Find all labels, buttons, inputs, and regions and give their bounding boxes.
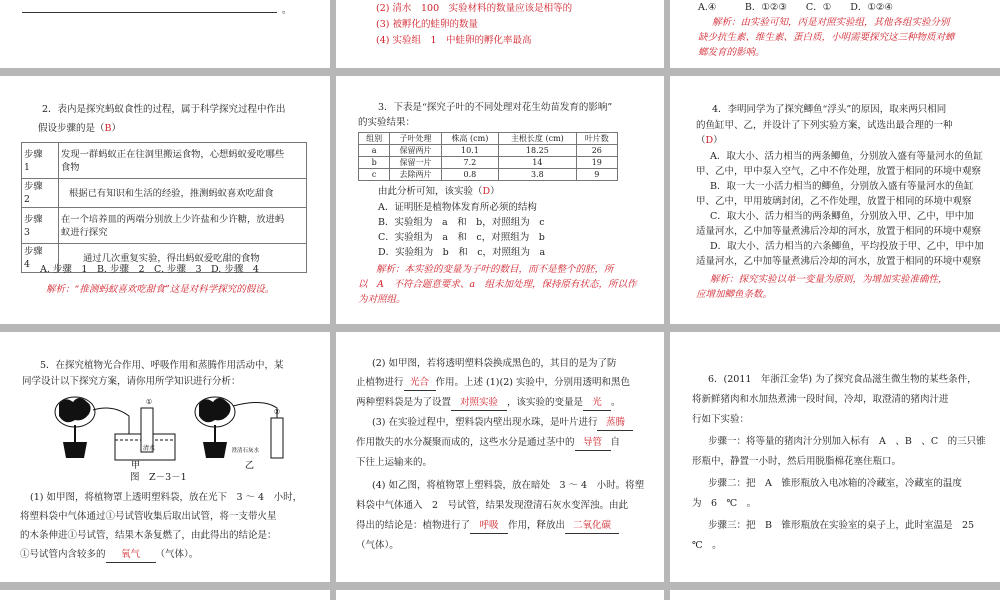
step-1-line-1: 步骤一：将等量的猪肉汁分别加入标有 A 、B 、C 的三只锥 [708,436,986,447]
question-5-line-2: 同学设计以下探究方案，请你用所学知识进行分析： [22,376,241,387]
header-cell: 组别 [359,133,390,145]
explanation-line-3: 螂发育的影响。 [698,47,765,58]
plant-dark-icon [195,397,235,458]
table-row [359,169,618,181]
option-a: A．证明胚是植物体发育所必须的结构 [378,202,537,213]
table-row [359,157,618,169]
option-b: B．实验组为 a 和 b，对照组为 c [378,217,545,228]
table-cell: 26 [576,145,617,157]
table-row [359,145,618,157]
results-table [358,132,618,181]
option-d-line-1: D．取大小、活力相当的六条鲫鱼，平均投放于甲、乙中，甲中加 [710,241,984,252]
question-6-line-2: 将新鲜猪肉和水加热煮沸一段时间，冷却，取澄清的猪肉汁进 [692,394,949,405]
explanation-line-2: 应增加鲫鱼条数。 [696,289,773,300]
step-3-line-2: ℃ 。 [692,540,722,551]
explanation-line-2: 缺少抗生素、维生素、蛋白质，小明需要探究这三种物质对蟑 [698,32,955,43]
step-text: 发现一群蚂蚁正在往洞里搬运食物，心想蚂蚁爱吃哪些 食物 [59,143,307,179]
line-7: (4) 如乙图，将植物罩上塑料袋，放在暗处 3 ～ 4 小时。将塑 [372,480,645,491]
sub-question-1-line-4: ①号试管内含较多的 氧气 （气体）。 [20,547,198,563]
table-cell: 10.1 [441,145,498,157]
step-3-line-1: 步骤三：把 B 锥形瓶放在实验室的桌子上，此时室温是 25 [708,520,975,531]
option-c-line-2: 适量河水，乙中加等量煮沸后冷却的河水，放置于相同的环境中观察 [696,226,982,237]
step-text: 通过几次重复实验，得出蚂蚁爱吃甜的食物 [59,244,307,273]
answer-blank: 氧气 [106,547,156,563]
question-3-line-1: 3．下表是“探究子叶的不同处理对花生幼苗发育的影响” [378,102,613,113]
figure-label-jia: 甲 [131,461,141,470]
line-10: （气体）。 [356,540,399,551]
table-cell: 保留两片 [390,145,441,157]
answer-blank: 光 [583,395,611,411]
step-label: 步骤 1 [22,143,59,179]
page-thumb-q6[interactable] [670,332,1000,582]
header-cell: 主根长度 (cm) [499,133,577,145]
table-cell: c [359,169,390,181]
question-4-line-1: 4．李明同学为了探究鲫鱼“浮头”的原因，取来两只相同 [712,104,947,115]
table-row [22,143,307,179]
table-cell: 0.8 [441,169,498,181]
sub-question-1-line-3: 的木条伸进①号试管，结果木条复燃了，由此得出的结论是： [20,530,277,541]
header-cell: 叶片数 [576,133,617,145]
explanation-line-3: 为对照组。 [358,294,406,305]
question-6-line-1: 6．(2011 年浙江金华) 为了探究食品滋生微生物的某些条件， [708,374,977,385]
option-a-line-2: 甲、乙中，甲中泵入空气，乙中不作处理，放置于相同的环境中观察 [696,166,982,177]
figure-caption: 图 Z－3－1 [130,472,187,483]
question-5-line-1: 5．在探究植物光合作用、呼吸作用和蒸腾作用活动中，某 [40,360,284,371]
step-label: 步骤 4 [22,244,59,273]
figure-label-yi: 乙 [245,461,255,470]
step-label: 步骤 3 [22,208,59,244]
option-c-line-1: C．取大小、活力相当的两条鲫鱼，分别放入甲、乙中，甲中加 [710,211,974,222]
table-row [22,179,307,208]
table-cell: 保留一片 [390,157,441,169]
page-thumb-q5-cont[interactable] [336,332,664,582]
explanation-line-1: 解析：由实验可知，丙是对照实验组，其他各组实验分别 [712,17,950,28]
question-4-line-2: 的鱼缸甲、乙，并设计了下列实验方案，试选出最合理的一种 [696,120,953,131]
explanation-line-1: 解析：本实验的变量为子叶的数目，而不是整个的胚，所 [376,264,614,275]
step-text: 在一个培养皿的两端分别放上少许盐和少许糖，放进蚂 蚁进行探究 [59,208,307,244]
table-cell: 7.2 [441,157,498,169]
water-trough-icon [115,398,175,460]
page-thumb-row4-3[interactable] [670,590,1000,600]
answer-mark: B [104,123,112,134]
steps-table [21,142,307,273]
options-line: A.④ B．①②③ C．① D．①②④ [698,2,893,13]
answer-blank: 光合 [404,375,436,391]
question-6-line-3: 行如下实验： [692,414,750,425]
page-thumb-1[interactable] [0,0,330,68]
page-thumb-q3[interactable] [336,76,664,324]
question-2-explanation: 解析：“推测蚂蚁喜欢吃甜食”这是对科学探究的假设。 [46,284,275,295]
sub-question-1-line-1: (1) 如甲图，将植物罩上透明塑料袋，放在光下 3 ～ 4 小时， [30,492,303,503]
header-cell: 株高 (cm) [441,133,498,145]
question-2-line-1: 2．表内是探究蚂蚁食性的过程，属于科学探究过程中作出 [42,104,286,115]
step-text: 根据已有知识和生活的经验，推测蚂蚁喜欢吃甜食 [59,179,307,208]
question-3-line-2: 的实验结果： [358,117,416,128]
table-row [22,208,307,244]
option-d-line-2: 适量河水，乙中加等量煮沸后冷却的河水，放置于相同的环境中观察 [696,256,982,267]
explanation-line-1: 解析：探究实验以单一变量为原则，为增加实验准确性， [710,274,948,285]
svg-text:②: ② [273,408,281,416]
page-thumb-2[interactable] [336,0,664,68]
option-c: C．实验组为 a 和 c，对照组为 b [378,232,545,243]
table-cell: 9 [576,169,617,181]
table-header-row [359,133,618,145]
answer-blank-line [22,12,277,13]
header-cell: 子叶处理 [390,133,441,145]
table-cell: 去除两片 [390,169,441,181]
answer-line-1: (2) 清水 100 实验材料的数量应该是相等的 [376,3,573,14]
line-2: 止植物进行 光合 作用。上述 (1)(2) 实验中，分别用透明和黑色 [356,375,630,391]
question-2-line-2: 假设步骤的是（B） [38,123,122,134]
table-cell: 14 [499,157,577,169]
line-1: (2) 如甲图，若将透明塑料袋换成黑色的，其目的是为了防 [372,358,617,369]
option-b-line-2: 甲、乙中，甲用玻璃封闭，乙不作处理，放置于相同的环境中观察 [696,196,972,207]
line-5: 作用散失的水分凝聚而成的，这些水分是通过茎中的 导管 自 [356,435,620,451]
svg-text:清水: 清水 [142,445,156,452]
table-cell: 18.25 [499,145,577,157]
answer-blank: 二氧化碳 [565,518,619,534]
table-cell: b [359,157,390,169]
option-a-line-1: A．取大小、活力相当的两条鲫鱼，分别放入盛有等量河水的鱼缸 [710,151,983,162]
answer-blank: 呼吸 [470,518,508,534]
table-cell: 19 [576,157,617,169]
answer-mark: D [482,186,491,197]
svg-text:①: ① [145,398,153,406]
line-6: 下往上运输来的。 [356,457,433,468]
question-3-stem: 由此分析可知，该实验（D） [378,186,500,197]
question-2-options: A. 步骤 1 B. 步骤 2 C. 步骤 3 D. 步骤 4 [40,264,259,275]
option-b-line-1: B．取一大一小活力相当的鲫鱼，分别放入盛有等量河水的鱼缸 [710,181,974,192]
page-thumb-row4-1[interactable] [0,590,330,600]
line-9: 得出的结论是：植物进行了 呼吸 作用，释放出 二氧化碳 [356,518,619,534]
limewater-tube-icon [231,408,283,458]
question-4-answer: （D） [696,135,723,146]
line-8: 料袋中气体通入 2 号试管，结果发现澄清石灰水变浑浊。由此 [356,500,629,511]
explanation-line-2: 以 A 不符合题意要求、a 组未加处理，保持原有状态，所以作 [358,279,637,290]
plant-in-bag-icon [55,397,95,458]
experiment-figure [45,390,305,470]
step-2-line-1: 步骤二：把 A 锥形瓶放入电冰箱的冷藏室，冷藏室的温度 [708,478,962,489]
svg-text:澄清石灰水: 澄清石灰水 [231,448,259,454]
step-label: 步骤 2 [22,179,59,208]
step-1-line-2: 形瓶中，静置一小时，然后用脱脂棉花塞住瓶口。 [692,456,902,467]
answer-line-2: (3) 被孵化的蛙卵的数量 [376,19,478,30]
page-thumb-3[interactable] [670,0,1000,68]
answer-blank: 导管 [575,435,611,451]
answer-mark: D [705,135,714,146]
page-thumb-row4-2[interactable] [336,590,664,600]
line-3: 两种塑料袋是为了设置 对照实验 ，该实验的变量是 光 。 [356,395,621,411]
step-2-line-2: 为 6 ℃ 。 [692,498,757,509]
sub-question-1-line-2: 将塑料袋中气体通过①号试管收集后取出试管，将一支带火星 [20,511,277,522]
answer-line-3: (4) 实验组 1 中蛙卵的孵化率最高 [376,35,532,46]
option-d: D．实验组为 b 和 c，对照组为 a [378,247,546,258]
page-thumb-q4[interactable] [670,76,1000,324]
answer-blank: 蒸腾 [597,415,633,431]
page-thumb-q2[interactable] [0,76,330,324]
table-cell: 3.8 [499,169,577,181]
page-thumb-q5[interactable] [0,332,330,582]
answer-blank: 对照实验 [451,395,507,411]
line-4: (3) 在实验过程中，塑料袋内壁出现水珠，是叶片进行 蒸腾 [372,415,633,431]
partial-text: 。 [282,5,292,16]
table-cell: a [359,145,390,157]
